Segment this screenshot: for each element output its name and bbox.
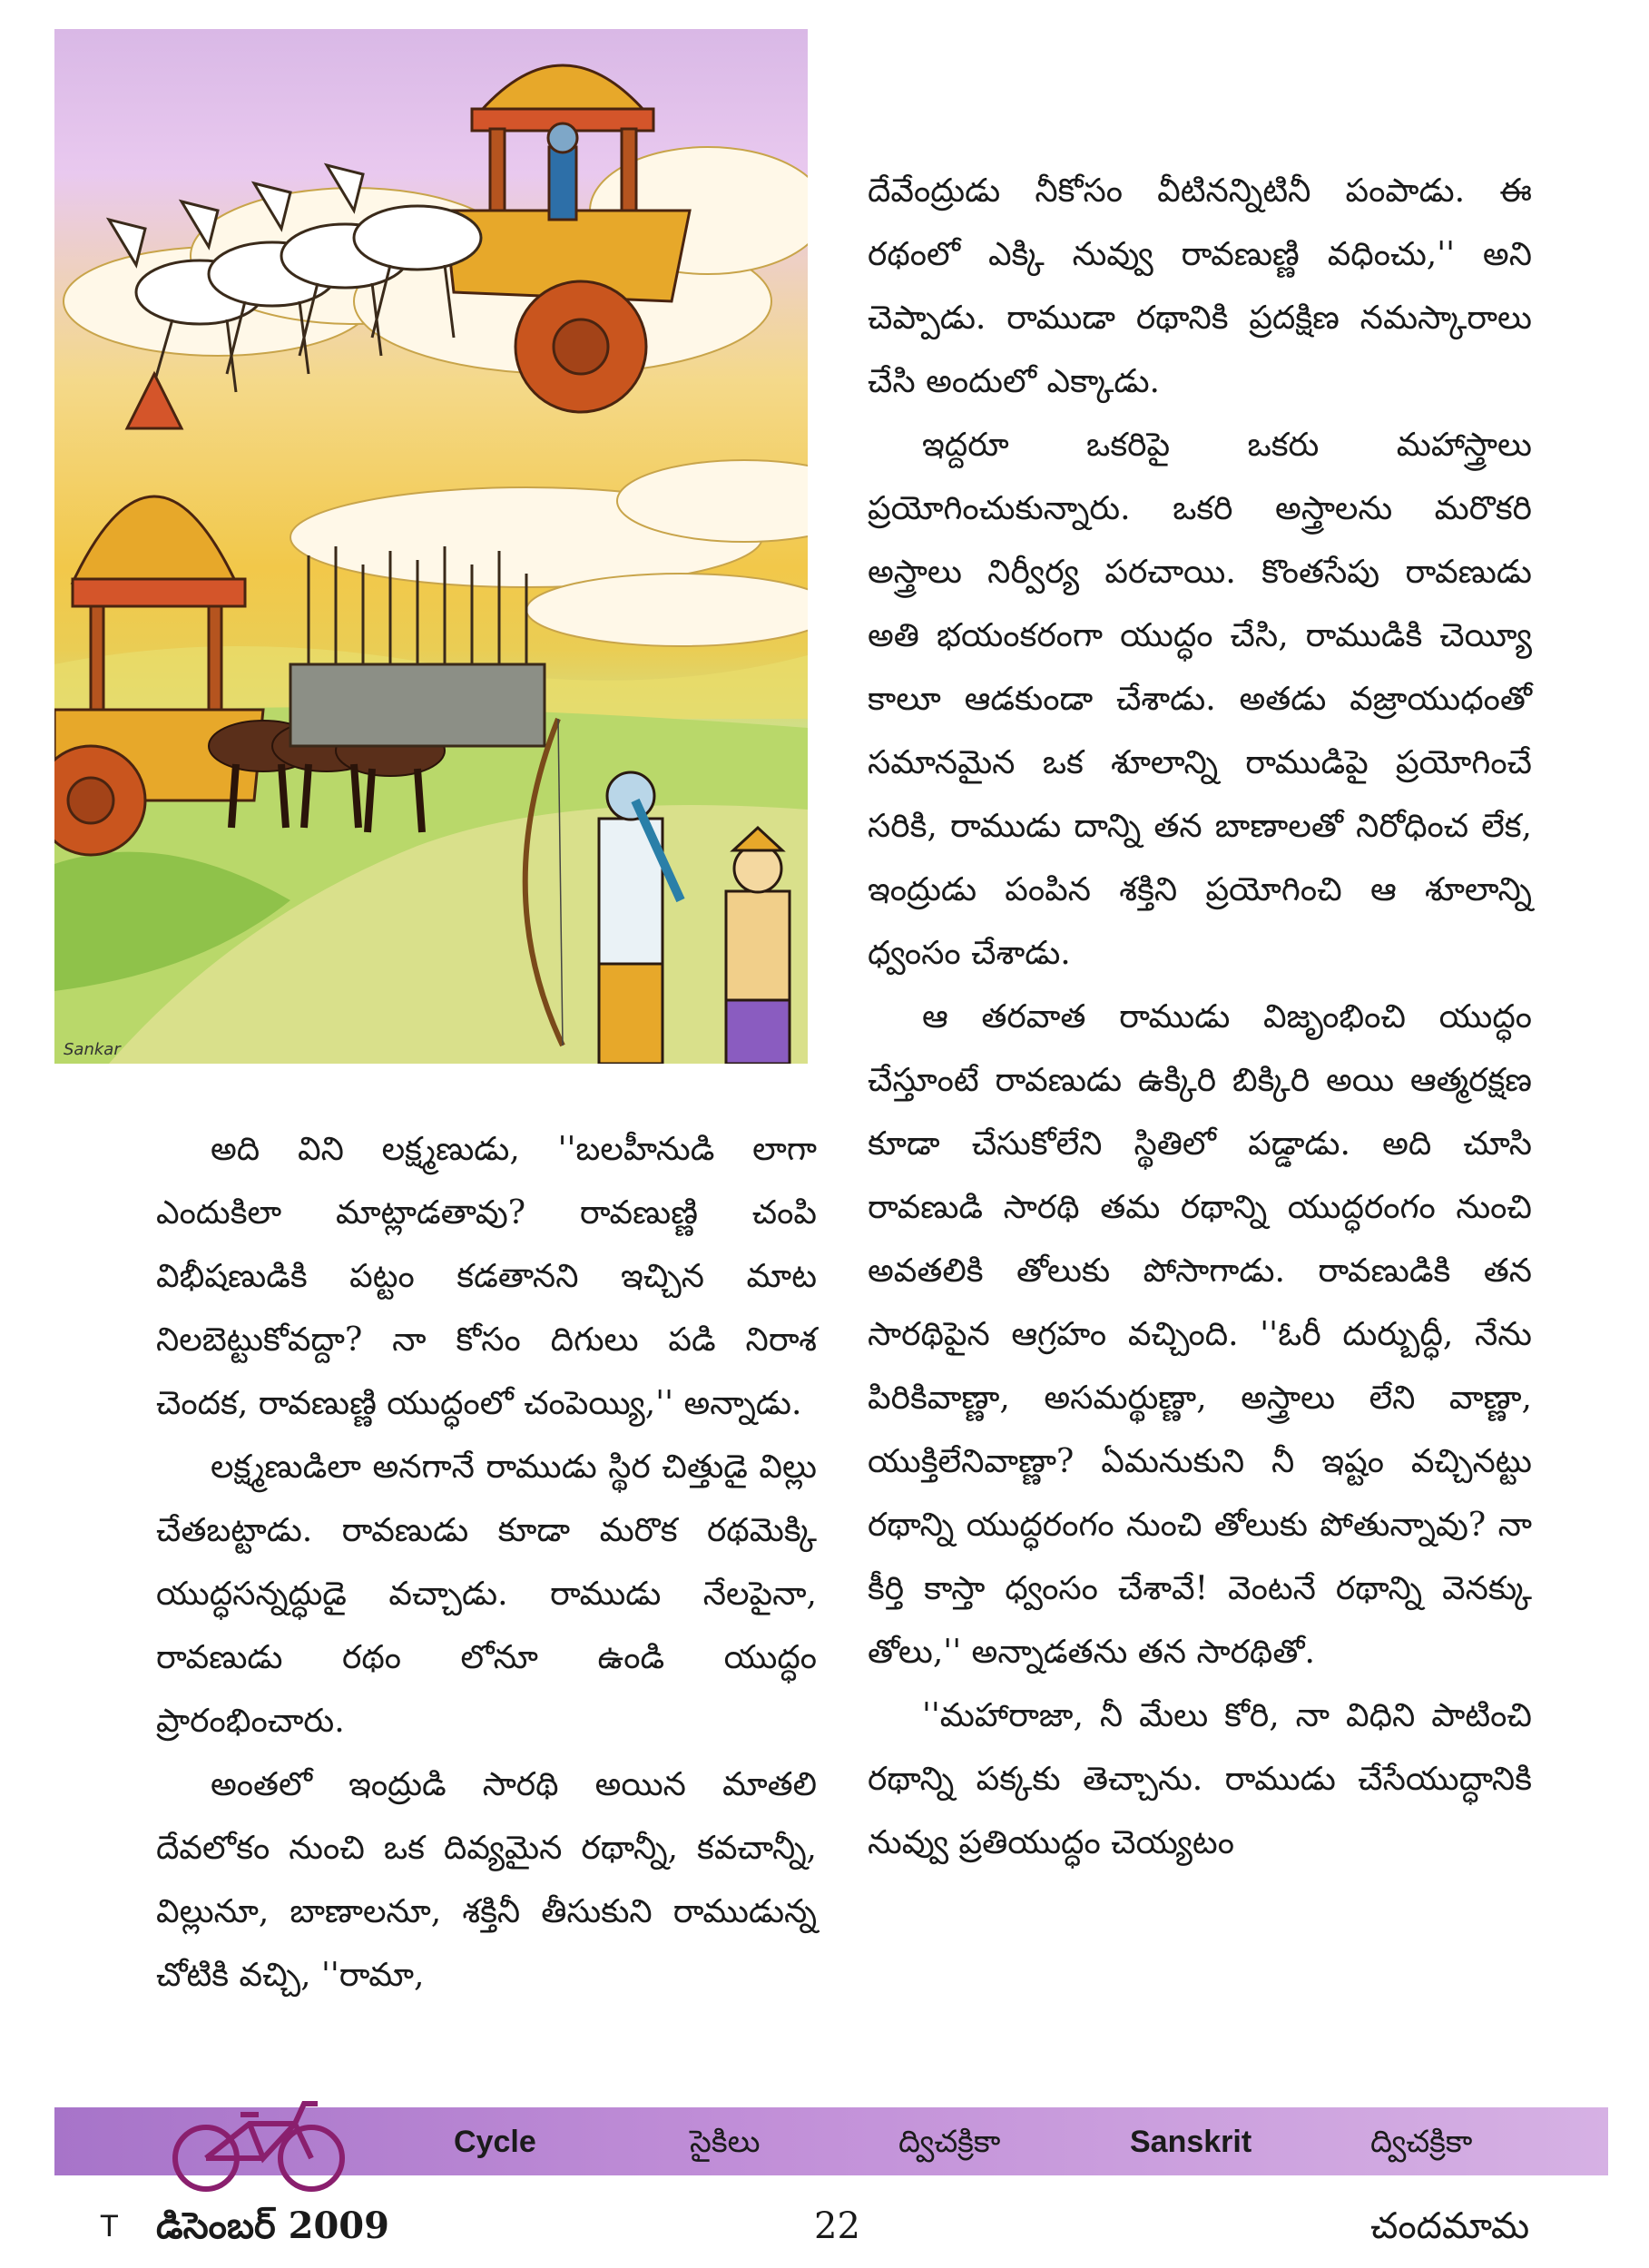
left-paragraph-2: లక్ష్మణుడిలా అనగానే రాముడు స్థిర చిత్తుడై విల్లు చేతబట్టాడు. రావణుడు కూడా మరొక రథమెక్కి యుద్ధసన్నద్ధుడై వచ్చాడు. రాముడు నేలపైనా, రావణుడు రథం లోనూ ఉండి యుద్ధం ప్రారంభించారు. [156,1448,817,1740]
illustration [54,29,808,1064]
right-paragraph-4: ''మహారాజా, నీ మేలు కోరి, నా విధిని పాటించి రథాన్ని పక్కకు తెచ్చాను. రాముడు చేసేయుద్ధానికి నువ్వు ప్రతియుద్ధం చెయ్యటం [868,1697,1532,1861]
left-paragraph-3: అంతలో ఇంద్రుడి సారథి అయిన మాతలి దేవలోకం నుంచి ఒక దివ్యమైన రథాన్నీ, కవచాన్నీ, విల్లునూ, బాణాలనూ, శక్తినీ తీసుకుని రాముడున్న చోటికి వచ్చి, ''రామా, [156,1766,817,1994]
issue-date: డిసెంబర్ 2009 [156,2204,389,2247]
right-paragraph-2: ఇద్దరూ ఒకరిపై ఒకరు మహాస్త్రాలు ప్రయోగించుకున్నారు. ఒకరి అస్త్రాలను మరొకరి అస్త్రాలు నిర్వీర్య పరచాయి. కొంతసేపు రావణుడు అతి భయంకరంగా యుద్ధం చేసి, రాముడికి చెయ్యీ కాలూ ఆడకుండా చేశాడు. అతడు వజ్రాయుధంతో సమానమైన ఒక శూలాన్ని రాముడిపై ప్రయోగించే సరికి, రాముడు దాన్ని తన బాణాలతో నిరోధించ లేక, ఇంద్రుడు పంపిన శక్తిని ప్రయోగించి ఆ శూలాన్ని ధ్వంసం చేశాడు. [868,427,1532,972]
english-word: Cycle [454,2125,536,2159]
battle-scene-image [54,29,808,1064]
bicycle-icon [168,2087,349,2196]
right-paragraph-3: ఆ తరవాత రాముడు విజృంభించి యుద్ధం చేస్తూంటే రావణుడు ఉక్కిరి బిక్కిరి అయి ఆత్మరక్షణ కూడా చేసుకోలేని స్థితిలో పడ్డాడు. అది చూసి రావణుడి సారథి తమ రథాన్ని యుద్ధరంగం నుంచి అవతలికి తోలుకు పోసాగాడు. రావణుడికి తన సారథిపైన ఆగ్రహం వచ్చింది. ''ఓరీ దుర్బుద్ధీ, నేను పిరికివాణ్ణా, అసమర్థుణ్ణా, అస్త్రాలు లేని వాణ్ణా, యుక్తిలేనివాణ్ణా? ఏమనుకుని నీ ఇష్టం వచ్చినట్టు రథాన్ని యుద్ధరంగం నుంచి తోలుకు పోతున్నావు? నా కీర్తి కాస్తా ధ్వంసం చేశావే! వెంటనే రథాన్ని వెనక్కు తోలు,'' అన్నాడతను తన సారథితో. [868,998,1532,1671]
artist-signature: Sankar [64,1040,121,1059]
right-column [868,160,1532,1875]
telugu-word: సైకిలు [690,2124,761,2160]
left-column [156,1118,817,2008]
sanskrit-label: Sanskrit [1130,2125,1252,2159]
corner-mark: T [100,2209,119,2243]
sanskrit-word-2: ద్విచక్రికా [1370,2124,1473,2160]
left-paragraph-1: అది విని లక్ష్మణుడు, ''బలహీనుడి లాగా ఎందుకిలా మాట్లాడతావు? రావణుణ్ణి చంపి విభీషణుడికి పట్టం కడతానని ఇచ్చిన మాట నిలబెట్టుకోవద్దా? నా కోసం దిగులు పడి నిరాశ చెందక, రావణుణ్ణి యుద్ధంలో చంపెయ్యి,'' అన్నాడు. [156,1131,817,1422]
magazine-name: చందమామ [1370,2205,1530,2247]
page-number: 22 [814,2205,860,2247]
right-paragraph-1: దేవేంద్రుడు నీకోసం వీటినన్నిటినీ పంపాడు. ఈ రథంలో ఎక్కి నువ్వు రావణుణ్ణి వధించు,'' అని చెప్పాడు. రాముడా రథానికి ప్రదక్షిణ నమస్కారాలు చేసి అందులో ఎక్కాడు. [868,172,1532,400]
sanskrit-word-1: ద్విచక్రికా [898,2124,1001,2160]
